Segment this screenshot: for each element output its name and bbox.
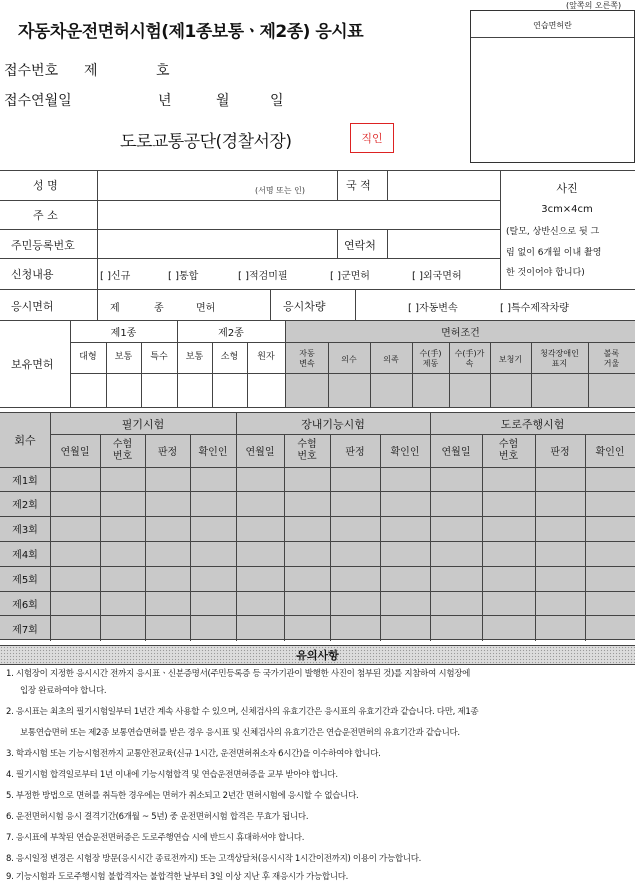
round-row-4: 제4회 — [12, 550, 38, 561]
condition-col-hearing-aid: 보청기 — [498, 354, 523, 364]
written-col-result: 판정 — [157, 447, 178, 458]
apply-option-aptitude[interactable]: [ ]적검미필 — [238, 271, 288, 282]
address-label: 주 소 — [33, 209, 58, 222]
conditions-label: 면허조건 — [441, 328, 480, 339]
note-7: 7. 응시표에 부착된 연습운전면허증은 도로주행연습 시에 반드시 휴대하셔야 합니다. — [6, 833, 305, 843]
note-1a: 1. 시험장이 지정한 응시시간 전까지 응시표ㆍ신분증명서(주민등록증 등 국가기관이 발행한 사진이 첨부된 것)를 지참하여 시험장에 — [6, 669, 471, 679]
road-col-stamp: 확인인 — [595, 447, 625, 458]
class1-col-special: 특수 — [150, 351, 168, 362]
note-2b: 보통연습면허 또는 제2종 보통연습면허를 받은 경우 응시표 및 신체검사의 유효기간은 연습운전면허의 유효기간과 같습니다. — [20, 728, 460, 738]
receipt-month: 월 — [216, 93, 230, 109]
receipt-year: 년 — [158, 93, 172, 109]
round-row-5: 제5회 — [12, 575, 38, 586]
class2-col-motorbike: 원자 — [257, 351, 275, 362]
road-exam-header: 도로주행시험 — [500, 417, 565, 431]
exam-license-label: 응시면허 — [11, 300, 54, 313]
receipt-no-suffix: 호 — [156, 63, 170, 79]
apply-option-military[interactable]: [ ]군면허 — [330, 271, 370, 282]
held-license-label: 보유면허 — [11, 358, 54, 371]
class1-label: 제1종 — [110, 327, 137, 339]
apply-option-integrated[interactable]: [ ]통합 — [168, 271, 199, 282]
skill-col-result: 판정 — [345, 447, 365, 458]
condition-col-convex-mirror: 볼록 거울 — [603, 349, 620, 368]
apply-option-new[interactable]: [ ]신규 — [100, 271, 131, 282]
notes-header — [0, 645, 635, 665]
contact-label: 연락처 — [344, 239, 376, 252]
condition-col-prosthetic-leg: 의족 — [383, 354, 399, 364]
notes-list — [0, 665, 635, 885]
round-row-1: 제1회 — [12, 475, 38, 487]
photo-area — [501, 171, 635, 289]
round-row-7: 제7회 — [12, 624, 38, 636]
round-row-3: 제3회 — [12, 525, 38, 536]
class2-col-small: 소형 — [220, 351, 239, 362]
note-9: 9. 기능시험과 도로주행시험 불합격자는 불합격한 날부터 3일 이상 지난 후 재응시가 가능합니다. — [6, 872, 349, 882]
vehicle-option-special[interactable]: [ ]특수제작차량 — [500, 303, 569, 314]
note-2a: 2. 응시표는 최초의 필기시험일부터 1년간 계속 사용할 수 있으며, 신체검사의 유효기간은 응시표의 유효기간과 같습니다. 다만, 제1종 — [6, 707, 479, 717]
official-seal: 직인 — [350, 123, 394, 153]
issuing-authority: 도로교통공단(경찰서장) — [120, 132, 292, 152]
skill-col-date: 연월일 — [245, 447, 275, 458]
practice-license-box — [470, 10, 635, 163]
road-col-number: 수험 번호 — [498, 438, 519, 462]
exam-license-word: 면허 — [196, 303, 216, 314]
receipt-date-label: 접수연월일 — [4, 93, 72, 109]
photo-size: 3cm×4cm — [541, 204, 593, 215]
condition-col-auto: 자동 변속 — [299, 349, 315, 368]
photo-desc-line3: 한 것이어야 합니다) — [506, 268, 585, 278]
skill-col-number: 수험 번호 — [297, 438, 317, 462]
round-row-2: 제2회 — [12, 500, 38, 511]
exam-license-class-prefix: 제 — [110, 303, 120, 314]
note-5: 5. 부정한 방법으로 면허를 취득한 경우에는 면허가 취소되고 2년간 면허시험에 응시할 수 없습니다. — [6, 791, 359, 801]
condition-col-hand-accel: 수(手)가 속 — [454, 349, 485, 368]
class2-col-regular: 보통 — [185, 351, 204, 362]
signature-note: (서명 또는 인) — [255, 186, 305, 195]
note-8: 8. 응시일정 변경은 시험장 방문(응시시간 종료전까지) 또는 고객상담처(응시시작 1시간이전까지) 이용이 가능합니다. — [6, 854, 422, 864]
written-col-date: 연월일 — [60, 447, 90, 458]
road-col-date: 연월일 — [441, 447, 471, 458]
class1-col-regular: 보통 — [114, 351, 133, 362]
exam-records-table — [0, 412, 635, 640]
round-label: 회수 — [14, 434, 36, 447]
name-label: 성 명 — [33, 179, 58, 192]
page-title: 자동차운전면허시험(제1종보통ㆍ제2종) 응시표 — [18, 22, 364, 42]
round-row-6: 제6회 — [12, 599, 38, 611]
exam-vehicle-label: 응시차량 — [283, 300, 326, 313]
condition-col-prosthetic-hand: 의수 — [341, 354, 357, 364]
note-6: 6. 운전면허시험 응시 결격기간(6개월 ~ 5년) 중 운전면허시험 합격은 무효가 됩니다. — [6, 812, 309, 822]
note-4: 4. 필기시험 합격일로부터 1년 이내에 기능시험합격 및 연습운전면허증을 교부 받아야 합니다. — [6, 770, 338, 780]
rrn-label: 주민등록번호 — [11, 239, 75, 252]
practice-license-label: 연습면허란 — [533, 21, 572, 30]
exam-license-class-suffix: 종 — [154, 303, 164, 314]
photo-desc-line1: (탈모, 상반신으로 뒷 그 — [506, 227, 600, 237]
condition-col-hand-brake: 수(手) 제동 — [419, 349, 442, 368]
notes-title: 유의사항 — [296, 649, 339, 662]
photo-title: 사진 — [556, 182, 578, 195]
road-col-result: 판정 — [550, 447, 570, 458]
skill-exam-header: 장내기능시험 — [301, 417, 365, 431]
apply-option-foreign[interactable]: [ ]외국면허 — [412, 271, 462, 282]
written-col-number: 수험 번호 — [112, 438, 133, 462]
note-3: 3. 학과시험 또는 기능시험전까지 교통안전교육(신규 1시간, 운전면허취소자 6시간)을 이수하여야 합니다. — [6, 749, 381, 759]
photo-desc-line2: 림 없이 6개월 이내 촬영 — [506, 248, 602, 258]
receipt-no-label: 접수번호 — [4, 63, 59, 79]
skill-col-stamp: 확인인 — [390, 447, 420, 458]
nationality-label: 국 적 — [346, 179, 371, 192]
receipt-no-prefix: 제 — [84, 63, 98, 79]
written-col-stamp: 확인인 — [198, 447, 228, 458]
condition-col-hearing-sign: 청각장애인 표지 — [540, 349, 579, 368]
apply-label: 신청내용 — [11, 268, 54, 281]
class2-label: 제2종 — [218, 327, 244, 339]
vehicle-option-auto[interactable]: [ ]자동변속 — [408, 303, 458, 314]
class1-col-large: 대형 — [79, 351, 97, 362]
receipt-day: 일 — [270, 93, 284, 109]
note-1b: 입장 완료하여야 합니다. — [20, 686, 107, 696]
written-exam-header: 필기시험 — [121, 417, 165, 431]
page-side-note: (앞쪽의 오른쪽) — [566, 1, 622, 10]
